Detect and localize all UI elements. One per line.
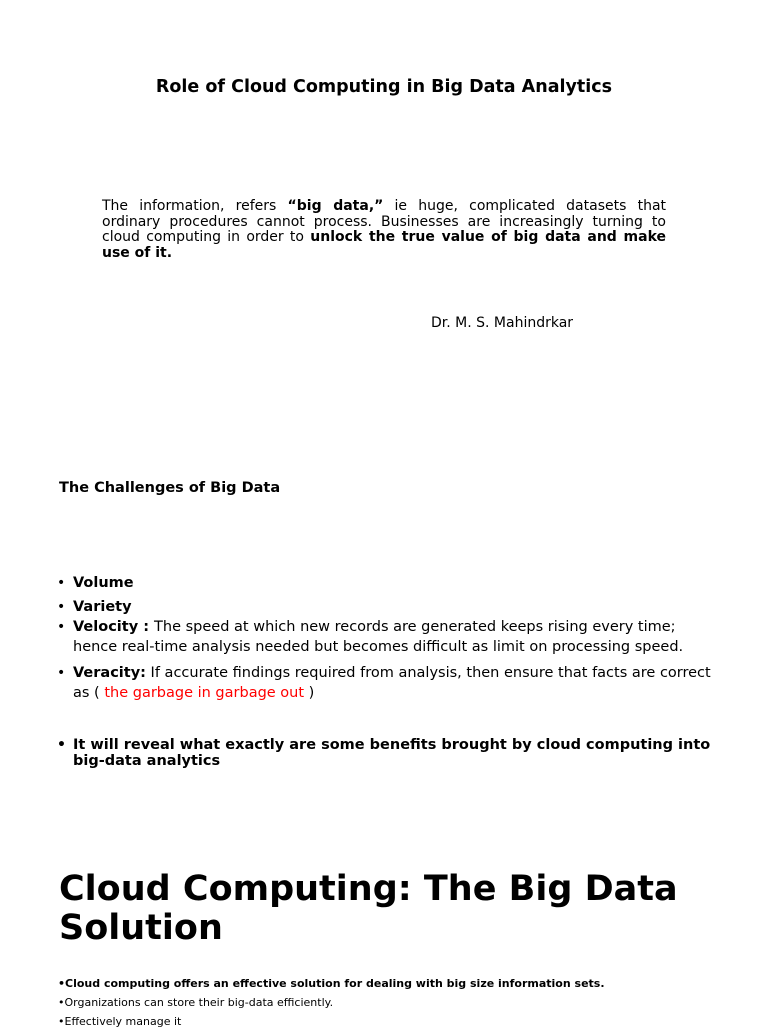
intro-bold-unlock: unlock the true value of big data and make use of it. — [102, 229, 666, 261]
bullet-dot: • — [57, 619, 66, 635]
bullet-text-reveal: It will reveal what exactly are some benefits brought by cloud computing into big-data analytics — [73, 737, 711, 769]
garbage-in-garbage-out-text: the garbage in garbage out — [104, 685, 305, 701]
bullet-label-veracity: Veracity: — [73, 665, 146, 681]
small-bullet: • — [58, 977, 66, 990]
bullet-volume — [57, 573, 717, 593]
solution-line-3 — [58, 1015, 181, 1028]
solution-line-1 — [58, 977, 605, 990]
section-heading: Cloud Computing: The Big Data Solution — [59, 869, 678, 948]
bullet-veracity — [57, 663, 717, 703]
bullet-reveal — [57, 738, 717, 769]
bullet-text-veracity: If accurate findings required from analysis, then ensure that facts are correct as ( — [73, 665, 711, 701]
bullet-text-velocity: The speed at which new records are generated keeps rising every time; hence real-time analysis needed but becomes difficult as limit on processing speed. — [73, 619, 684, 655]
solution-line-1-text: Cloud computing offers an effective solution for dealing with big size information sets. — [65, 977, 605, 990]
bullet-label-velocity: Velocity : — [73, 619, 155, 635]
solution-line-3-text: Effectively manage it — [64, 1015, 182, 1028]
bullet-label-variety: Variety — [73, 599, 132, 615]
bullet-text-veracity-tail: ) — [304, 685, 315, 701]
solution-line-2-text: Organizations can store their big-data efficiently. — [64, 996, 334, 1009]
challenges-heading: The Challenges of Big Data — [59, 480, 281, 496]
solution-line-2 — [58, 996, 333, 1009]
intro-text-1: The information, refers — [102, 198, 288, 214]
intro-bold-big-data: “big data,” — [287, 198, 384, 214]
author-name: Dr. M. S. Mahindrkar — [431, 315, 574, 331]
bullet-dot: • — [57, 575, 66, 591]
bullet-dot: • — [57, 599, 66, 615]
small-bullet: • — [58, 1015, 65, 1028]
intro-paragraph — [102, 199, 666, 261]
bullet-dot: • — [57, 665, 66, 681]
document-title: Role of Cloud Computing in Big Data Analytics — [155, 77, 613, 97]
small-bullet: • — [58, 996, 65, 1009]
bullet-dot: • — [57, 737, 66, 753]
bullet-velocity — [57, 617, 717, 657]
bullet-label-volume: Volume — [73, 575, 134, 591]
bullet-variety — [57, 597, 717, 617]
intro-text-2: ie huge, complicated datasets that ordinary procedures cannot process. Businesses are increasingly turning to cloud computing in order to — [102, 198, 667, 245]
